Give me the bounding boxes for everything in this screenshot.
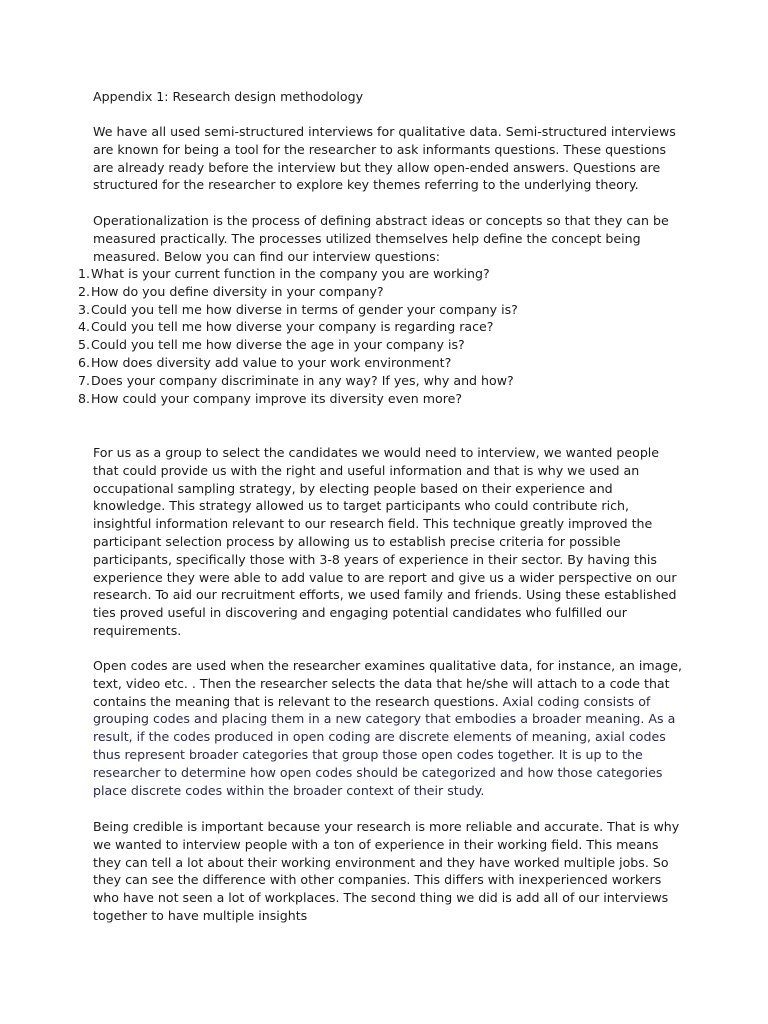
- list-item: [73, 265, 693, 283]
- axial-coding-text: Axial coding consists of grouping codes and placing them in a new category that embodies a broader meaning. As a result, if the codes produced in open coding are discrete elements of meaning, axial codes thus represent broader categories that group those open codes together. It is up to the researcher to determine how open codes should be categorized and how those categories place discrete codes within the broader context of their study.: [93, 693, 676, 798]
- question-number: 4.: [77, 319, 90, 335]
- question-number: 6.: [77, 354, 90, 370]
- list-item: [73, 390, 693, 408]
- question-number: 3.: [77, 301, 90, 317]
- question-number: 2.: [77, 283, 90, 299]
- paragraph-semi-structured-interviews: We have all used semi-structured interviews for qualitative data. Semi-structured interviews are known for being a tool for the researcher to ask informants questions. These questions are already ready before the interview but they allow open-ended answers. Questions are structured for the researcher to explore key themes referring to the underlying theory.: [93, 124, 676, 193]
- open-coding-text: Open codes are used when the researcher examines qualitative data, for instance, an image, text, video etc. . Then the researcher selects the data that he/she will attach to a code that contains the meaning that is relevant to the research questions.: [93, 658, 683, 709]
- list-item: [73, 301, 693, 319]
- interview-questions-list: [73, 265, 693, 407]
- question-number: 1.: [77, 266, 90, 281]
- question-number: 7.: [77, 372, 90, 388]
- question-text: Could you tell me how diverse in terms of gender your company is?: [91, 301, 518, 317]
- list-item: [73, 336, 693, 354]
- paragraph-credibility: Being credible is important because your research is more reliable and accurate. That is why we wanted to interview people with a ton of experience in their working field. This means they can tell a lot about their working environment and they have worked multiple jobs. So they can see the difference with other companies. This differs with inexperienced workers who have not seen a lot of workplaces. The second thing we did is add all of our interviews together to have multiple insights: [93, 819, 680, 923]
- question-text: What is your current function in the company you are working?: [91, 266, 490, 281]
- question-number: 5.: [77, 337, 90, 353]
- question-text: Could you tell me how diverse the age in your company is?: [91, 337, 465, 353]
- question-text: Could you tell me how diverse your company is regarding race?: [91, 319, 494, 335]
- question-text: How does diversity add value to your work environment?: [91, 354, 452, 370]
- page-title: Appendix 1: Research design methodology: [93, 89, 364, 104]
- paragraph-operationalization: Operationalization is the process of defining abstract ideas or concepts so that they can be measured practically. The processes utilized themselves help define the concept being measured. Below you can find our interview questions:: [93, 213, 669, 264]
- question-text: Does your company discriminate in any way? If yes, why and how?: [91, 372, 514, 388]
- list-item: [73, 283, 693, 301]
- list-item: [73, 318, 693, 336]
- question-text: How could your company improve its diversity even more?: [91, 390, 463, 406]
- question-number: 8.: [77, 390, 90, 406]
- question-text: How do you define diversity in your company?: [91, 283, 384, 299]
- list-item: [73, 354, 693, 372]
- list-item: [73, 372, 693, 390]
- paragraph-open-and-axial-coding: [93, 657, 683, 799]
- paragraph-sampling-strategy: For us as a group to select the candidates we would need to interview, we wanted people that could provide us with the right and useful information and that is why we used an occupational sampling strategy, by electing people based on their experience and knowledge. This strategy allowed us to target participants who could contribute rich, insightful information relevant to our research field. This technique greatly improved the participant selection process by allowing us to establish precise criteria for possible participants, specifically those with 3-8 years of experience in their sector. By having this experience they were able to add value to are report and give us a wider perspective on our research. To aid our recruitment efforts, we used family and friends. Using these established ties proved useful in discovering and engaging potential candidates who fulfilled our requirements.: [93, 445, 677, 638]
